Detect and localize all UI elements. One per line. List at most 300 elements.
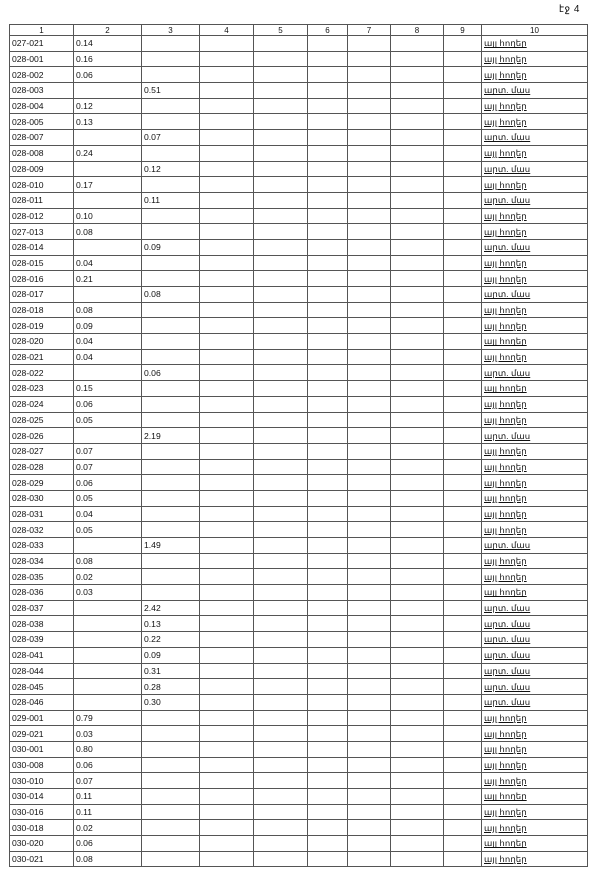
area-cell-col3 xyxy=(142,98,200,114)
area-cell-col7 xyxy=(348,616,391,632)
table-row xyxy=(10,224,588,240)
area-cell-col5 xyxy=(254,208,308,224)
area-cell-col2 xyxy=(74,192,142,208)
area-cell-col5 xyxy=(254,67,308,83)
area-cell-col3 xyxy=(142,726,200,742)
land-type-cell: այլ հողեր xyxy=(482,36,588,52)
column-header-4: 4 xyxy=(200,25,254,36)
parcel-code-cell: 028-022 xyxy=(10,365,74,381)
area-cell-col8 xyxy=(391,820,444,836)
area-cell-col9 xyxy=(444,51,482,67)
parcel-code-cell: 028-038 xyxy=(10,616,74,632)
parcel-code-cell: 028-011 xyxy=(10,192,74,208)
area-cell-col4 xyxy=(200,538,254,554)
area-cell-col7 xyxy=(348,804,391,820)
area-cell-col8 xyxy=(391,145,444,161)
area-cell-col7 xyxy=(348,647,391,663)
land-type-cell: այլ հողեր xyxy=(482,836,588,852)
parcel-code-cell: 028-029 xyxy=(10,475,74,491)
area-cell-col3 xyxy=(142,789,200,805)
area-cell-col9 xyxy=(444,522,482,538)
table-row xyxy=(10,632,588,648)
area-cell-col8 xyxy=(391,114,444,130)
parcel-code-cell: 029-001 xyxy=(10,710,74,726)
area-cell-col2 xyxy=(74,663,142,679)
area-cell-col2 xyxy=(74,287,142,303)
area-cell-col9 xyxy=(444,192,482,208)
area-cell-col2 xyxy=(74,694,142,710)
area-cell-col9 xyxy=(444,663,482,679)
table-row xyxy=(10,475,588,491)
area-cell-col8 xyxy=(391,553,444,569)
area-cell-col4 xyxy=(200,412,254,428)
area-cell-col3: 0.08 xyxy=(142,287,200,303)
area-cell-col4 xyxy=(200,679,254,695)
parcel-code-cell: 028-004 xyxy=(10,98,74,114)
area-cell-col3 xyxy=(142,177,200,193)
area-cell-col8 xyxy=(391,192,444,208)
area-cell-col7 xyxy=(348,585,391,601)
area-cell-col7 xyxy=(348,396,391,412)
area-cell-col3: 0.28 xyxy=(142,679,200,695)
area-cell-col5 xyxy=(254,287,308,303)
area-cell-col8 xyxy=(391,804,444,820)
area-cell-col3 xyxy=(142,36,200,52)
parcel-code-cell: 030-008 xyxy=(10,757,74,773)
area-cell-col2 xyxy=(74,428,142,444)
area-cell-col2: 0.06 xyxy=(74,475,142,491)
area-cell-col9 xyxy=(444,302,482,318)
area-cell-col9 xyxy=(444,679,482,695)
parcel-code-cell: 028-025 xyxy=(10,412,74,428)
area-cell-col9 xyxy=(444,161,482,177)
area-cell-col6 xyxy=(308,381,348,397)
area-cell-col3 xyxy=(142,145,200,161)
area-cell-col3 xyxy=(142,51,200,67)
area-cell-col4 xyxy=(200,349,254,365)
area-cell-col2: 0.06 xyxy=(74,67,142,83)
area-cell-col5 xyxy=(254,255,308,271)
land-type-cell: արտ. մաս xyxy=(482,130,588,146)
land-type-cell: այլ հողեր xyxy=(482,51,588,67)
area-cell-col6 xyxy=(308,98,348,114)
area-cell-col3 xyxy=(142,318,200,334)
area-cell-col6 xyxy=(308,271,348,287)
parcel-code-cell: 028-032 xyxy=(10,522,74,538)
land-type-cell: արտ. մաս xyxy=(482,192,588,208)
area-cell-col3 xyxy=(142,255,200,271)
parcel-code-cell: 027-021 xyxy=(10,36,74,52)
table-row xyxy=(10,757,588,773)
land-type-cell: այլ հողեր xyxy=(482,114,588,130)
area-cell-col4 xyxy=(200,145,254,161)
area-cell-col4 xyxy=(200,475,254,491)
area-cell-col3 xyxy=(142,396,200,412)
area-cell-col2 xyxy=(74,161,142,177)
area-cell-col9 xyxy=(444,208,482,224)
area-cell-col2 xyxy=(74,130,142,146)
area-cell-col8 xyxy=(391,632,444,648)
area-cell-col8 xyxy=(391,239,444,255)
parcel-code-cell: 028-002 xyxy=(10,67,74,83)
area-cell-col4 xyxy=(200,647,254,663)
area-cell-col6 xyxy=(308,459,348,475)
land-type-cell: արտ. մաս xyxy=(482,287,588,303)
table-row xyxy=(10,647,588,663)
parcel-code-cell: 028-028 xyxy=(10,459,74,475)
area-cell-col6 xyxy=(308,114,348,130)
area-cell-col7 xyxy=(348,177,391,193)
area-cell-col2: 0.05 xyxy=(74,490,142,506)
table-row xyxy=(10,710,588,726)
area-cell-col9 xyxy=(444,318,482,334)
area-cell-col6 xyxy=(308,820,348,836)
area-cell-col5 xyxy=(254,36,308,52)
parcel-code-cell: 028-027 xyxy=(10,443,74,459)
area-cell-col2: 0.04 xyxy=(74,334,142,350)
area-cell-col5 xyxy=(254,538,308,554)
parcel-code-cell: 028-026 xyxy=(10,428,74,444)
area-cell-col3: 0.13 xyxy=(142,616,200,632)
area-cell-col2: 0.07 xyxy=(74,443,142,459)
land-parcel-table xyxy=(9,24,588,867)
area-cell-col7 xyxy=(348,67,391,83)
area-cell-col6 xyxy=(308,67,348,83)
area-cell-col6 xyxy=(308,851,348,867)
area-cell-col9 xyxy=(444,475,482,491)
table-row xyxy=(10,820,588,836)
area-cell-col6 xyxy=(308,710,348,726)
area-cell-col3 xyxy=(142,459,200,475)
area-cell-col5 xyxy=(254,271,308,287)
area-cell-col5 xyxy=(254,694,308,710)
area-cell-col7 xyxy=(348,490,391,506)
parcel-code-cell: 028-018 xyxy=(10,302,74,318)
area-cell-col2: 0.06 xyxy=(74,757,142,773)
table-row xyxy=(10,396,588,412)
area-cell-col2: 0.08 xyxy=(74,553,142,569)
area-cell-col8 xyxy=(391,726,444,742)
land-type-cell: այլ հողեր xyxy=(482,522,588,538)
area-cell-col4 xyxy=(200,459,254,475)
area-cell-col5 xyxy=(254,145,308,161)
area-cell-col8 xyxy=(391,851,444,867)
area-cell-col8 xyxy=(391,490,444,506)
area-cell-col3 xyxy=(142,271,200,287)
area-cell-col8 xyxy=(391,647,444,663)
area-cell-col8 xyxy=(391,538,444,554)
area-cell-col9 xyxy=(444,820,482,836)
area-cell-col8 xyxy=(391,349,444,365)
land-type-cell: արտ. մաս xyxy=(482,616,588,632)
land-type-cell: այլ հողեր xyxy=(482,412,588,428)
area-cell-col7 xyxy=(348,553,391,569)
parcel-code-cell: 028-007 xyxy=(10,130,74,146)
area-cell-col3 xyxy=(142,851,200,867)
land-type-cell: արտ. մաս xyxy=(482,161,588,177)
area-cell-col6 xyxy=(308,51,348,67)
area-cell-col3: 0.30 xyxy=(142,694,200,710)
area-cell-col4 xyxy=(200,287,254,303)
parcel-code-cell: 030-021 xyxy=(10,851,74,867)
table-row xyxy=(10,506,588,522)
land-type-cell: այլ հողեր xyxy=(482,98,588,114)
area-cell-col5 xyxy=(254,239,308,255)
area-cell-col7 xyxy=(348,349,391,365)
table-row xyxy=(10,381,588,397)
area-cell-col2: 0.02 xyxy=(74,820,142,836)
area-cell-col9 xyxy=(444,239,482,255)
table-row xyxy=(10,67,588,83)
table-body xyxy=(10,36,588,867)
area-cell-col2: 0.09 xyxy=(74,318,142,334)
area-cell-col6 xyxy=(308,396,348,412)
area-cell-col2: 0.13 xyxy=(74,114,142,130)
area-cell-col3 xyxy=(142,773,200,789)
area-cell-col6 xyxy=(308,585,348,601)
area-cell-col5 xyxy=(254,334,308,350)
area-cell-col5 xyxy=(254,459,308,475)
area-cell-col4 xyxy=(200,36,254,52)
land-type-cell: այլ հողեր xyxy=(482,553,588,569)
area-cell-col5 xyxy=(254,569,308,585)
parcel-code-cell: 030-016 xyxy=(10,804,74,820)
column-header-6: 6 xyxy=(308,25,348,36)
area-cell-col8 xyxy=(391,381,444,397)
parcel-code-cell: 028-020 xyxy=(10,334,74,350)
column-header-3: 3 xyxy=(142,25,200,36)
area-cell-col7 xyxy=(348,255,391,271)
area-cell-col5 xyxy=(254,616,308,632)
area-cell-col4 xyxy=(200,490,254,506)
area-cell-col7 xyxy=(348,757,391,773)
area-cell-col8 xyxy=(391,318,444,334)
area-cell-col2 xyxy=(74,83,142,99)
land-type-cell: այլ հողեր xyxy=(482,490,588,506)
area-cell-col3 xyxy=(142,490,200,506)
area-cell-col9 xyxy=(444,381,482,397)
area-cell-col7 xyxy=(348,475,391,491)
land-type-cell: այլ հողեր xyxy=(482,506,588,522)
area-cell-col3 xyxy=(142,553,200,569)
land-type-cell: այլ հողեր xyxy=(482,67,588,83)
area-cell-col2: 0.03 xyxy=(74,726,142,742)
land-type-cell: այլ հողեր xyxy=(482,255,588,271)
area-cell-col3 xyxy=(142,585,200,601)
area-cell-col6 xyxy=(308,694,348,710)
area-cell-col3: 0.09 xyxy=(142,239,200,255)
area-cell-col2: 0.02 xyxy=(74,569,142,585)
area-cell-col6 xyxy=(308,522,348,538)
parcel-code-cell: 028-010 xyxy=(10,177,74,193)
table-row xyxy=(10,616,588,632)
area-cell-col7 xyxy=(348,287,391,303)
area-cell-col8 xyxy=(391,396,444,412)
area-cell-col5 xyxy=(254,318,308,334)
area-cell-col4 xyxy=(200,600,254,616)
area-cell-col2: 0.04 xyxy=(74,506,142,522)
land-type-cell: արտ. մաս xyxy=(482,632,588,648)
table-row xyxy=(10,255,588,271)
parcel-code-cell: 028-008 xyxy=(10,145,74,161)
parcel-code-cell: 028-041 xyxy=(10,647,74,663)
area-cell-col8 xyxy=(391,334,444,350)
area-cell-col5 xyxy=(254,349,308,365)
area-cell-col9 xyxy=(444,412,482,428)
area-cell-col9 xyxy=(444,757,482,773)
area-cell-col7 xyxy=(348,192,391,208)
area-cell-col7 xyxy=(348,694,391,710)
table-row xyxy=(10,428,588,444)
area-cell-col9 xyxy=(444,836,482,852)
area-cell-col3 xyxy=(142,475,200,491)
table-row xyxy=(10,789,588,805)
land-type-cell: այլ հողեր xyxy=(482,177,588,193)
column-header-7: 7 xyxy=(348,25,391,36)
area-cell-col6 xyxy=(308,804,348,820)
area-cell-col5 xyxy=(254,804,308,820)
area-cell-col8 xyxy=(391,506,444,522)
area-cell-col5 xyxy=(254,443,308,459)
land-type-cell: այլ հողեր xyxy=(482,381,588,397)
area-cell-col5 xyxy=(254,490,308,506)
area-cell-col5 xyxy=(254,83,308,99)
area-cell-col9 xyxy=(444,600,482,616)
parcel-code-cell: 028-019 xyxy=(10,318,74,334)
area-cell-col7 xyxy=(348,239,391,255)
area-cell-col9 xyxy=(444,616,482,632)
area-cell-col4 xyxy=(200,804,254,820)
area-cell-col6 xyxy=(308,428,348,444)
area-cell-col8 xyxy=(391,443,444,459)
area-cell-col6 xyxy=(308,741,348,757)
area-cell-col2: 0.05 xyxy=(74,412,142,428)
area-cell-col7 xyxy=(348,741,391,757)
area-cell-col8 xyxy=(391,475,444,491)
area-cell-col9 xyxy=(444,177,482,193)
area-cell-col6 xyxy=(308,334,348,350)
area-cell-col2: 0.06 xyxy=(74,836,142,852)
column-header-10: 10 xyxy=(482,25,588,36)
area-cell-col9 xyxy=(444,632,482,648)
area-cell-col6 xyxy=(308,224,348,240)
area-cell-col5 xyxy=(254,365,308,381)
area-cell-col6 xyxy=(308,679,348,695)
area-cell-col8 xyxy=(391,302,444,318)
table-row xyxy=(10,553,588,569)
parcel-code-cell: 028-033 xyxy=(10,538,74,554)
parcel-code-cell: 027-013 xyxy=(10,224,74,240)
table-row xyxy=(10,663,588,679)
area-cell-col8 xyxy=(391,224,444,240)
area-cell-col7 xyxy=(348,600,391,616)
area-cell-col3: 0.22 xyxy=(142,632,200,648)
area-cell-col3: 2.42 xyxy=(142,600,200,616)
land-type-cell: այլ հողեր xyxy=(482,757,588,773)
area-cell-col2: 0.14 xyxy=(74,36,142,52)
area-cell-col4 xyxy=(200,773,254,789)
parcel-code-cell: 030-014 xyxy=(10,789,74,805)
area-cell-col5 xyxy=(254,647,308,663)
area-cell-col4 xyxy=(200,208,254,224)
area-cell-col8 xyxy=(391,177,444,193)
area-cell-col2: 0.16 xyxy=(74,51,142,67)
area-cell-col4 xyxy=(200,67,254,83)
table-row xyxy=(10,302,588,318)
table-row xyxy=(10,287,588,303)
area-cell-col8 xyxy=(391,67,444,83)
area-cell-col3 xyxy=(142,820,200,836)
area-cell-col4 xyxy=(200,585,254,601)
area-cell-col3 xyxy=(142,381,200,397)
area-cell-col9 xyxy=(444,538,482,554)
area-cell-col7 xyxy=(348,428,391,444)
parcel-code-cell: 028-044 xyxy=(10,663,74,679)
area-cell-col8 xyxy=(391,522,444,538)
area-cell-col3: 0.06 xyxy=(142,365,200,381)
area-cell-col4 xyxy=(200,553,254,569)
area-cell-col4 xyxy=(200,302,254,318)
table-row xyxy=(10,600,588,616)
land-type-cell: արտ. մաս xyxy=(482,538,588,554)
area-cell-col8 xyxy=(391,789,444,805)
area-cell-col2: 0.05 xyxy=(74,522,142,538)
land-type-cell: այլ հողեր xyxy=(482,710,588,726)
table-row xyxy=(10,804,588,820)
area-cell-col2: 0.04 xyxy=(74,255,142,271)
area-cell-col3 xyxy=(142,522,200,538)
area-cell-col7 xyxy=(348,851,391,867)
area-cell-col9 xyxy=(444,396,482,412)
area-cell-col5 xyxy=(254,726,308,742)
area-cell-col4 xyxy=(200,381,254,397)
area-cell-col9 xyxy=(444,773,482,789)
area-cell-col4 xyxy=(200,83,254,99)
area-cell-col2: 0.07 xyxy=(74,773,142,789)
area-cell-col4 xyxy=(200,239,254,255)
land-type-cell: արտ. մաս xyxy=(482,679,588,695)
table-row xyxy=(10,443,588,459)
area-cell-col6 xyxy=(308,36,348,52)
area-cell-col7 xyxy=(348,522,391,538)
area-cell-col2: 0.80 xyxy=(74,741,142,757)
area-cell-col5 xyxy=(254,506,308,522)
parcel-code-cell: 028-021 xyxy=(10,349,74,365)
land-type-cell: այլ հողեր xyxy=(482,585,588,601)
area-cell-col2: 0.15 xyxy=(74,381,142,397)
area-cell-col2: 0.07 xyxy=(74,459,142,475)
area-cell-col3 xyxy=(142,349,200,365)
area-cell-col7 xyxy=(348,83,391,99)
area-cell-col5 xyxy=(254,757,308,773)
area-cell-col8 xyxy=(391,208,444,224)
area-cell-col5 xyxy=(254,114,308,130)
area-cell-col9 xyxy=(444,443,482,459)
area-cell-col8 xyxy=(391,83,444,99)
table-row xyxy=(10,114,588,130)
land-type-cell: այլ հողեր xyxy=(482,302,588,318)
area-cell-col9 xyxy=(444,334,482,350)
area-cell-col4 xyxy=(200,616,254,632)
table-row xyxy=(10,318,588,334)
area-cell-col7 xyxy=(348,318,391,334)
area-cell-col6 xyxy=(308,365,348,381)
area-cell-col4 xyxy=(200,271,254,287)
area-cell-col4 xyxy=(200,710,254,726)
area-cell-col8 xyxy=(391,161,444,177)
land-type-cell: այլ հողեր xyxy=(482,459,588,475)
area-cell-col3 xyxy=(142,836,200,852)
